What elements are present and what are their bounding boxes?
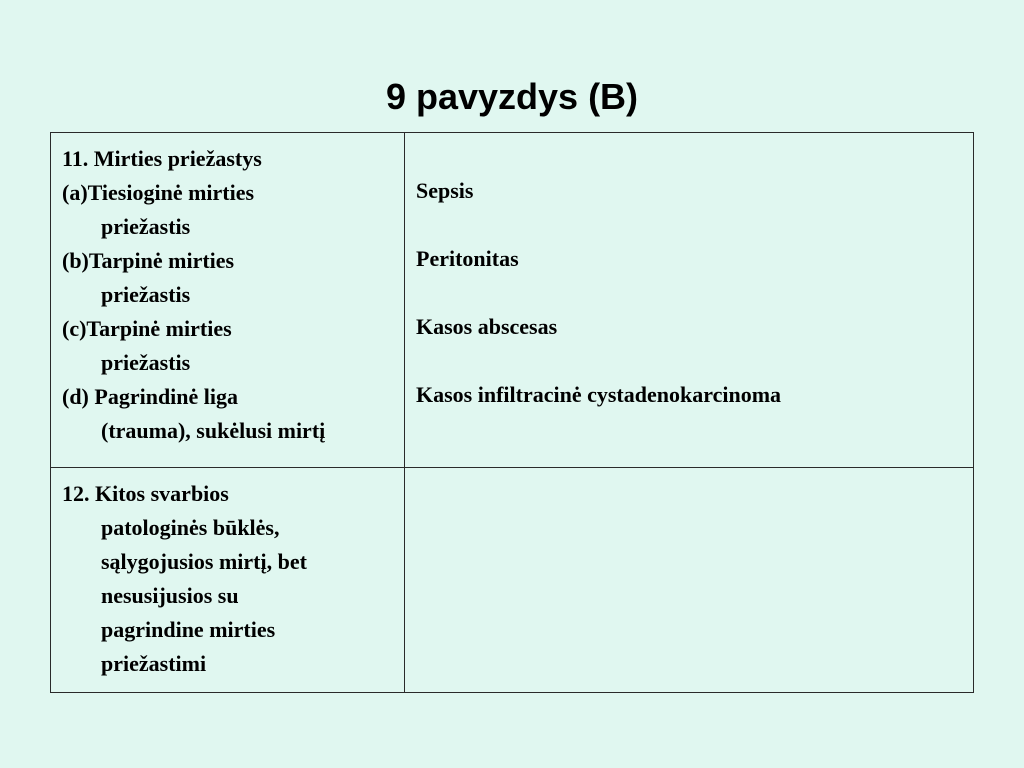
question-11-a-label: (a)Tiesioginė mirties [62,180,255,205]
death-cause-table [50,132,974,693]
question-11-d-label-cont: (trauma), sukėlusi mirtį [101,418,326,443]
question-12-line-5: pagrindine mirties [101,617,276,642]
question-12-line-3: sąlygojusios mirtį, bet [101,549,307,574]
table-cell-question-12 [51,468,405,693]
table-row [51,133,974,468]
slide-title: 9 pavyzdys (B) [385,76,639,117]
question-11-c-label-cont: priežastis [101,350,191,375]
table-cell-question-11 [51,133,405,468]
question-11-a-label-cont: priežastis [101,214,191,239]
question-11-c-label: (c)Tarpinė mirties [62,316,232,341]
table-row [51,468,974,693]
answer-11-b: Peritonitas [416,246,519,271]
question-12-line-2: patologinės būklės, [101,515,280,540]
answer-11-a: Sepsis [416,178,474,203]
question-12-line-6: priežastimi [101,651,207,676]
question-11-b-label-cont: priežastis [101,282,191,307]
answer-11-d: Kasos infiltracinė cystadenokarcinoma [416,382,782,407]
question-11-heading: 11. Mirties priežastys [62,146,262,171]
answer-11-c: Kasos abscesas [416,314,558,339]
table-cell-answer-12-empty [405,468,974,693]
question-12-heading: 12. Kitos svarbios [62,481,229,506]
table-cell-answer-11 [405,133,974,468]
question-11-d-label: (d) Pagrindinė liga [62,384,239,409]
question-12-line-4: nesusijusios su [101,583,239,608]
question-11-b-label: (b)Tarpinė mirties [62,248,235,273]
